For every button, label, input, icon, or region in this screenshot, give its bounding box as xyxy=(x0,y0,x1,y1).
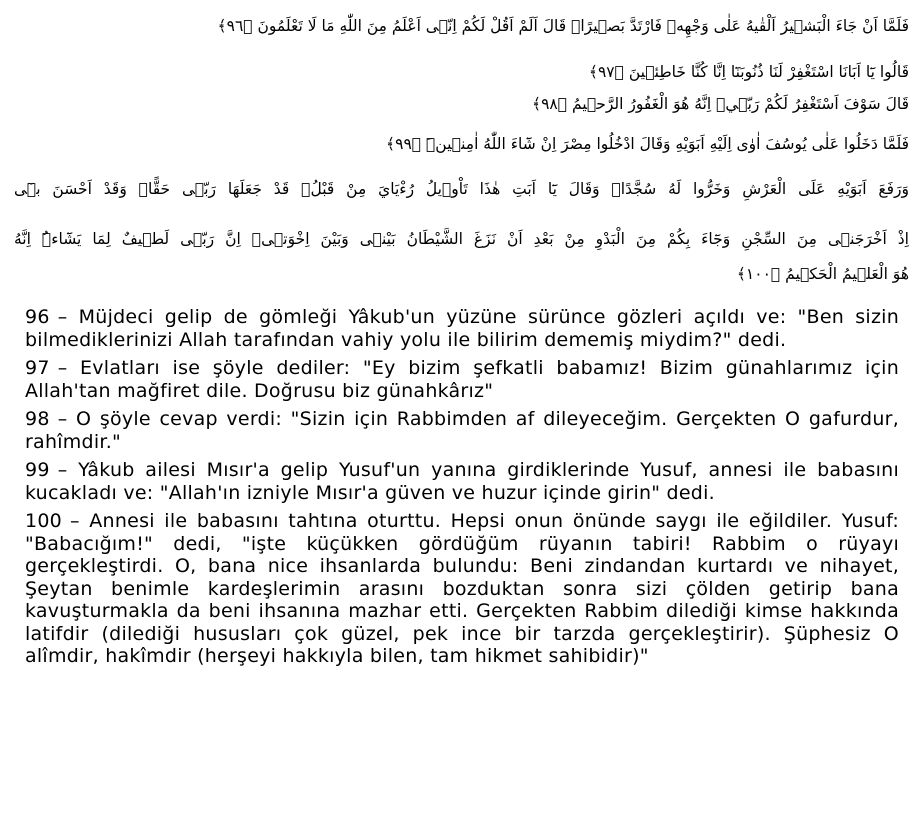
arabic-verse-96: فَلَمَّا اَنْ جَاءَ الْبَشٖيرُ اَلْقٰيهُ عَلٰى وَجْهِهٖ فَارْتَدَّ بَصٖيرًاۚ قَالَ اَلَمْ اَقُلْ لَكُمْ اِنّٖى اَعْلَمُ مِنَ اللّٰهِ مَا لَا تَعْلَمُونَ ﴿٩٦﴾ xyxy=(217,17,909,35)
translation-text: – Yâkub ailesi Mısır'a gelip Yusuf'un yanına girdiklerinde Yusuf, annesi ile babasını kucakladı ve: "Allah'ın izniyle Mısır'a güven ve huzur içinde girin" dedi. xyxy=(25,459,899,504)
translation-text: – Annesi ile babasını tahtına oturttu. Hepsi onun önünde saygı ile eğildiler. Yusuf: "Babacığım!" dedi, "işte küçükken gördüğüm rüyanın tabiri! Rabbim o rüyayı gerçekleştirdi. O, bana nice ihsanlarda bulundu: Beni zindandan kurtardı ve nihayet, Şeytan benimle kardeşlerimin arasını bozduktan sonra sizi çölden getirip bana kavuşturmakla da beni ihsanına mazhar etti. Gerçekten Rabbim dilediği kimse hakkında latifdir (dilediği hususları çok güzel, pek ince bir tarzda gerçekleştirir). Şüphesiz O alîmdir, hakîmdir (herşeyi hakkıyla bilen, tam hikmet sahibidir)" xyxy=(25,510,899,667)
translation-text: – Müjdeci gelip de gömleği Yâkub'un yüzüne sürünce gözleri açıldı ve: "Ben sizin bilmediklerinizi Allah tarafından vahiy yolu ile bilirim dememiş miydim?" dedi. xyxy=(25,306,899,351)
arabic-verse-97: قَالُوا يَٓا اَبَانَا اسْتَغْفِرْ لَنَا ذُنُوبَنَٓا اِنَّا كُنَّا خَاطِئٖينَ ﴿٩٧﴾ xyxy=(588,63,909,81)
verse-number: 99 xyxy=(25,459,50,481)
arabic-verse-100-line-3: هُوَ الْعَلٖيمُ الْحَكٖيمُ ﴿١٠٠﴾ xyxy=(736,265,909,283)
turkish-translation xyxy=(25,306,899,674)
arabic-verse-100-line-2: اِذْ اَخْرَجَنٖى مِنَ السِّجْنِ وَجَٓاءَ بِكُمْ مِنَ الْبَدْوِ مِنْ بَعْدِ اَنْ نَزَغَ الشَّيْطَانُ بَيْنٖى وَبَيْنَ اِخْوَتٖیۜ اِنَّ رَبّٖى لَطٖيفٌ لِمَا يَشَٓاءُۜ اِنَّهُ xyxy=(14,230,909,248)
translation-paragraph-99 xyxy=(25,459,899,504)
translation-paragraph-97 xyxy=(25,357,899,402)
arabic-verse-98: قَالَ سَوْفَ اَسْتَغْفِرُ لَكُمْ رَبّٖيۜ اِنَّهُ هُوَ الْغَفُورُ الرَّحٖيمُ ﴿٩٨﴾ xyxy=(531,95,909,113)
verse-number: 96 xyxy=(25,306,50,328)
verse-number: 97 xyxy=(25,357,50,379)
verse-number: 98 xyxy=(25,408,50,430)
translation-paragraph-96 xyxy=(25,306,899,351)
arabic-verses xyxy=(14,0,909,300)
arabic-verse-100-line-1: وَرَفَعَ اَبَوَيْهِ عَلَى الْعَرْشِ وَخَرُّوا لَهُ سُجَّدًاۚ وَقَالَ يَٓا اَبَتِ هٰذَا تَاْوٖيلُ رُءْيَايَ مِنْ قَبْلُۘ قَدْ جَعَلَهَا رَبّٖى حَقًّاۜ وَقَدْ اَحْسَنَ بٖٓى xyxy=(14,180,909,198)
translation-text: – O şöyle cevap verdi: "Sizin için Rabbimden af dileyeceğim. Gerçekten O gafurdur, rahîmdir." xyxy=(25,408,899,453)
translation-text: – Evlatları ise şöyle dediler: "Ey bizim şefkatli babamız! Bizim günahlarımız için Allah'tan mağfiret dile. Doğrusu biz günahkârız" xyxy=(25,357,899,402)
translation-paragraph-98 xyxy=(25,408,899,453)
translation-paragraph-100 xyxy=(25,510,899,668)
arabic-verse-99: فَلَمَّا دَخَلُوا عَلٰى يُوسُفَ اٰوٰى اِلَيْهِ اَبَوَيْهِ وَقَالَ ادْخُلُوا مِصْرَ اِنْ شَٓاءَ اللّٰهُ اٰمِنٖينَۜ ﴿٩٩﴾ xyxy=(386,135,909,153)
verse-number: 100 xyxy=(25,510,63,532)
